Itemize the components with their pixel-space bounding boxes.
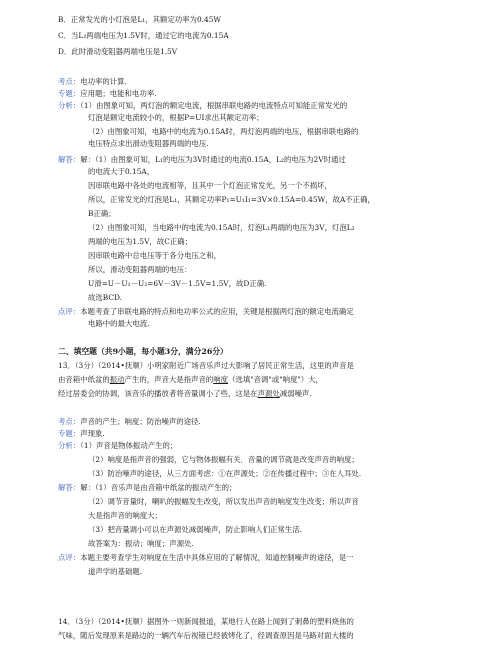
q12-jieda-7: 因串联电路中总电压等于各分电压之和， — [88, 251, 222, 260]
q12-jieda-3: 所以，正常发光的灯泡是L₁，其额定功率P₁=U₁I₁=3V×0.15A=0.45W，故A不正确， — [88, 195, 375, 204]
q12-dianping-0 — [58, 306, 354, 318]
stem-text: 经过居委会的协调，该音乐的播放者将音量调小了些，这是在 — [58, 389, 258, 398]
option-d: D．此时滑动变阻器两端电压是1.5V — [58, 47, 178, 56]
q12-jieda-6: 两端的电压为1.5V，故C正确； — [88, 237, 193, 246]
q12-fenxi-2: （2）由图象可知，电路中的电流为0.15A时，两灯泡两端的电压，根据串联电路的 — [88, 127, 359, 136]
fenxi-label: 分析： — [58, 101, 81, 110]
q13-stem-1 — [58, 374, 323, 386]
q12-jieda-4: B正确； — [88, 209, 116, 218]
q14-stem-1: 气味，随后发现原来是路边的一辆汽车后视镜已经被烤化了，经调查原因是马路对面大楼的 — [58, 631, 354, 640]
q13-fenxi-0 — [58, 440, 177, 452]
dianping-line: 本题考查了串联电路的特点和电功率公式的应用，关键是根据两灯泡的额定电流确定 — [80, 307, 354, 316]
q13-fenxi-2: （3）防治噪声的途径，从三方面考虑：①在声源处；②在传播过程中；③在人耳处. — [88, 469, 362, 478]
q12-fenxi-1: 灯泡是额定电流较小的，根据P=UI求出其额定功率； — [88, 113, 264, 122]
answer-blank: 响度 — [213, 375, 229, 384]
q12-fenxi-3: 电压特点求出滑动变阻器两端的电压. — [88, 139, 209, 148]
zhuanti-label: 专题： — [58, 429, 81, 438]
q12-jieda-10: 故选BCD. — [88, 293, 123, 302]
stem-text: 减弱噪声. — [279, 389, 312, 398]
section-title: 二、填空题（共9小题，每小题3分，满分26分） — [58, 347, 228, 356]
q12-jieda-5: （2）由图象可知，当电路中的电流为0.15A时，灯泡L₁两端的电压为3V，灯泡L₂ — [88, 223, 355, 232]
option-c: C．当L₂两端电压为1.5V时，通过它的电流为0.15A — [58, 31, 229, 40]
dianping-line: 本题主要考查学生对响度在生活中具体应用的了解情况，知道控制噪声的途径，是一 — [80, 553, 354, 562]
dianping-label: 点评： — [58, 553, 81, 562]
q13-kaodian — [58, 416, 201, 428]
jieda-line: 解：（1）音乐声是由音箱中纸盆的振动产生的； — [80, 483, 237, 492]
q13-jieda-2: 大是指声音的响度大； — [88, 511, 162, 520]
q12-jieda-2: 因串联电路中各处的电流相等，且其中一个灯泡正常发光，另一个不损坏， — [88, 181, 332, 190]
q12-fenxi-0 — [58, 100, 347, 112]
q12-jieda-8: 所以，滑动变阻器两端的电压： — [88, 265, 192, 274]
stem-text: （选填"音调"或"响度"）大， — [228, 375, 323, 384]
q13-jieda-4: 故答案为：振动；响度；声源处. — [88, 539, 194, 548]
option-b: B．正常发光的小灯泡是L₁，其额定功率为0.45W — [58, 15, 221, 24]
stem-text: 由音箱中纸盆的 — [58, 375, 110, 384]
kaodian-label: 考点： — [58, 417, 81, 426]
answer-blank: 振动 — [109, 375, 125, 384]
fenxi-line: （1）由图象可知，两灯泡的额定电流，根据串联电路的电流特点可知能正常发光的 — [80, 101, 348, 110]
q13-stem-0: 13．（3分）（2014•抚顺）小明家附近广场音乐声过大影响了居民正常生活，这里的声音是 — [58, 361, 354, 370]
q12-zhuanti — [58, 88, 156, 100]
jieda-label: 解答： — [58, 155, 81, 164]
zhuanti-text: 声现象. — [80, 429, 105, 438]
q12-jieda-0 — [58, 154, 346, 166]
q13-stem-2 — [58, 388, 312, 400]
q14-stem-0: 14．（3分）（2014•抚顺）据图外一则新闻报道，某地行人在路上闻到了刺鼻的塑料烧焦的 — [58, 617, 354, 626]
q13-jieda-0 — [58, 482, 236, 494]
kaodian-text: 声音的产生；响度；防治噪声的途径. — [80, 417, 201, 426]
kaodian-text: 电功率的计算. — [80, 77, 127, 86]
q13-dianping-0 — [58, 552, 354, 564]
q12-dianping-1: 电路中的最大电流. — [88, 319, 150, 328]
fenxi-label: 分析： — [58, 441, 81, 450]
q12-kaodian — [58, 76, 127, 88]
jieda-label: 解答： — [58, 483, 81, 492]
q12-jieda-9: U滑=U－U₁－U₂=6V－3V－1.5V=1.5V，故D正确. — [88, 279, 267, 288]
q13-jieda-3: （3）把音量调小可以在声源处减弱噪声，防止影响人们正常生活. — [88, 525, 302, 534]
jieda-line: 解：（1）由图象可知，L₁的电压为3V时通过的电流0.15A，L₂的电压为2V时通过 — [80, 155, 346, 164]
dianping-label: 点评： — [58, 307, 81, 316]
q12-jieda-1: 的电流大于0.15A， — [88, 167, 155, 176]
fenxi-line: （1）声音是物体振动产生的； — [80, 441, 178, 450]
stem-text: 产生的，声音大是指声音的 — [124, 375, 214, 384]
q13-jieda-1: （2）调节音量时，喇叭的振幅发生改变，所以发出声音的响度发生改变；所以声音 — [88, 497, 359, 506]
kaodian-label: 考点： — [58, 77, 81, 86]
q13-dianping-1: 道声学的基础题. — [88, 567, 143, 576]
q13-zhuanti — [58, 428, 105, 440]
zhuanti-text: 应用题；电能和电功率. — [80, 89, 157, 98]
answer-blank: 声源处 — [257, 389, 280, 398]
zhuanti-label: 专题： — [58, 89, 81, 98]
q13-fenxi-1: （2）响度是指声音的强弱，它与物体振幅有关．音量的调节就是改变声音的响度； — [88, 455, 359, 464]
